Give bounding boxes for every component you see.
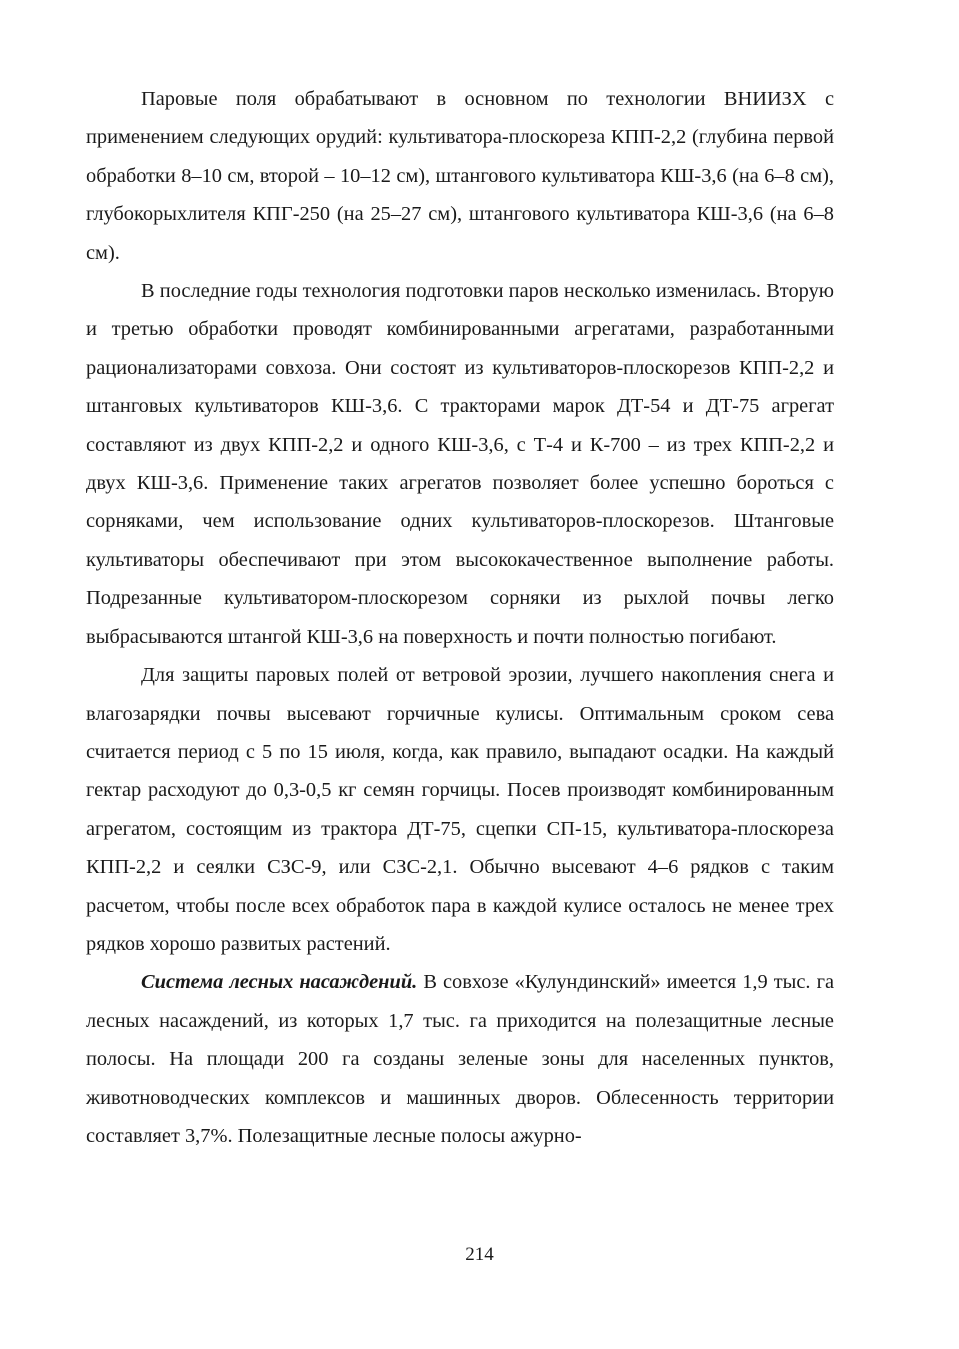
body-text: [86, 80, 834, 1155]
paragraph-technology-changes: В последние годы технология подготовки паров несколько изменилась. Вторую и третью обработки проводят комбинированными агрегатами, разработанными рационализаторами совхоза. Они состоят из культиваторов-плоскорезов КПП-2,2 и штанговых культиваторов КШ-3,6. С тракторами марок ДТ-54 и ДТ-75 агрегат составляют из двух КПП-2,2 и одного КШ-3,6, с Т-4 и К-700 – из трех КПП-2,2 и двух КШ-3,6. Применение таких агрегатов позволяет более успешно бороться с сорняками, чем использование одних культиваторов-плоскорезов. Штанговые культиваторы обеспечивают при этом высококачественное выполнение работы. Подрезанные культиватором-плоскорезом сорняки из рыхлой почвы легко выбрасываются штангой КШ-3,6 на поверхность и почти полностью погибают.: [86, 280, 834, 648]
section-heading: Система лесных насаждений.: [141, 971, 418, 994]
page-number: 214: [465, 1244, 494, 1265]
paragraph-steam-fields: Паровые поля обрабатывают в основном по технологии ВНИИЗХ с применением следующих орудий: культиватора-плоскореза КПП-2,2 (глубина первой обработки 8–10 см, второй – 10–12 см), штангового культиватора КШ-3,6 (на 6–8 см), глубокорыхлителя КПГ-250 (на 25–27 см), штангового культиватора КШ-3,6 (на 6–8 см).: [86, 88, 834, 264]
paragraph-erosion-protection: Для защиты паровых полей от ветровой эрозии, лучшего накопления снега и влагозарядки почвы высевают горчичные кулисы. Оптимальным сроком сева считается период с 5 по 15 июля, когда, как правило, выпадают осадки. На каждый гектар расходуют до 0,3-0,5 кг семян горчицы. Посев производят комбинированным агрегатом, состоящим из трактора ДТ-75, сцепки СП-15, культиватора-плоскореза КПП-2,2 и сеялки СЗС-9, или СЗС-2,1. Обычно высевают 4–6 рядков с таким расчетом, чтобы после всех обработок пара в каждой кулисе осталось не менее трех рядков хорошо развитых растений.: [86, 664, 834, 955]
section-text: В совхозе «Кулундинский» имеется 1,9 тыс. га лесных насаждений, из которых 1,7 тыс. га приходится на полезащитные лесные полосы. На площади 200 га созданы зеленые зоны для населенных пунктов, животноводческих комплексов и машинных дворов. Облесенность территории составляет 3,7%. Полезащитные лесные полосы ажурно-: [86, 971, 834, 1147]
paragraph-forest-system: [86, 963, 834, 1155]
